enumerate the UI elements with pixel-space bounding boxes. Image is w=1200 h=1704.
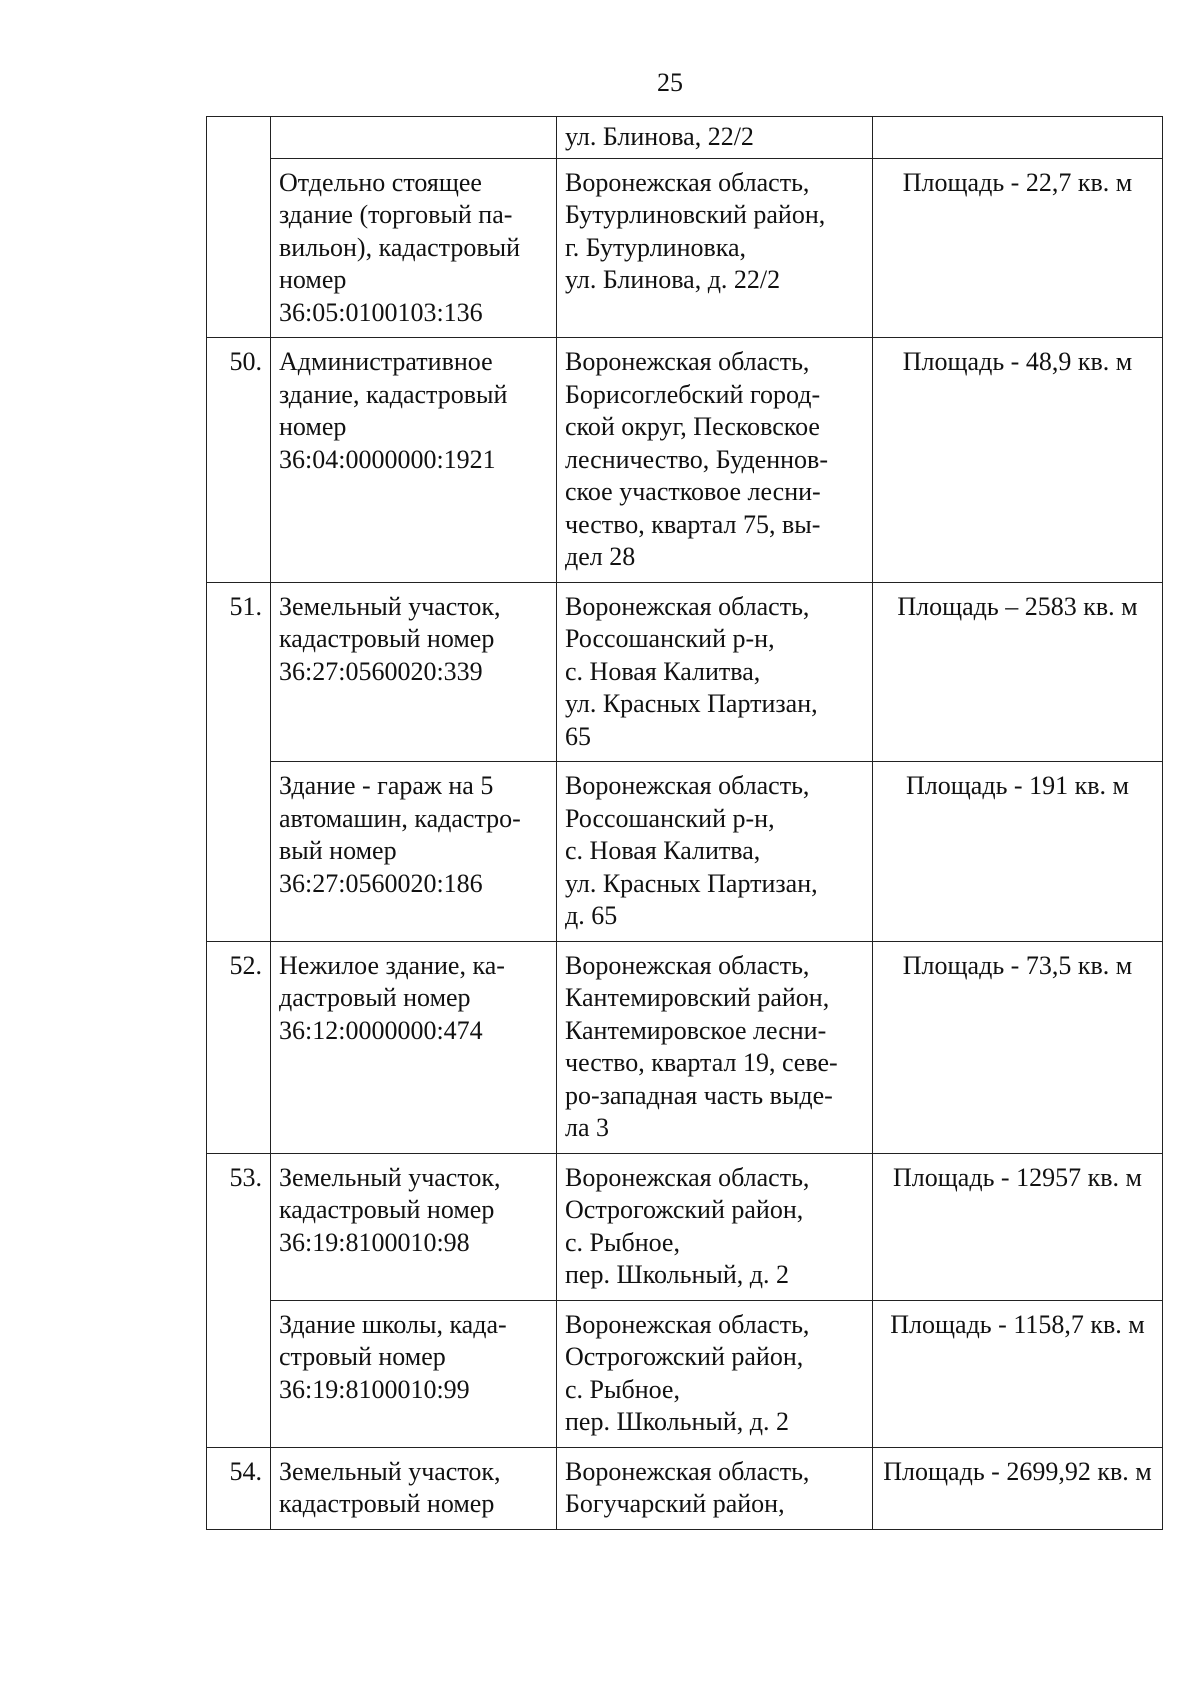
area-cell: Площадь - 48,9 кв. м xyxy=(873,338,1163,583)
object-name-cell: Отдельно стоящее здание (торговый па- вильон), кадастровый номер 36:05:0100103:136 xyxy=(271,158,557,338)
row-number-cell xyxy=(207,117,271,338)
object-name-cell: Земельный участок, кадастровый номер 36:27:0560020:339 xyxy=(271,582,557,762)
table-row xyxy=(207,1153,1163,1300)
address-cell: Воронежская область, Бутурлиновский район, г. Бутурлиновка, ул. Блинова, д. 22/2 xyxy=(557,158,873,338)
table-row xyxy=(207,762,1163,942)
property-table xyxy=(206,116,1163,1530)
area-cell: Площадь - 1158,7 кв. м xyxy=(873,1300,1163,1447)
area-cell: Площадь - 22,7 кв. м xyxy=(873,158,1163,338)
address-cell: Воронежская область, Борисоглебский город- ской округ, Песковское лесничество, Буденнов- ское участковое лесни- чество, квартал 75, вы- дел 28 xyxy=(557,338,873,583)
object-name-cell: Здание школы, када- стровый номер 36:19:8100010:99 xyxy=(271,1300,557,1447)
row-number-cell: 52. xyxy=(207,941,271,1153)
area-cell: Площадь - 2699,92 кв. м xyxy=(873,1447,1163,1529)
object-name-cell xyxy=(271,117,557,159)
address-cell: Воронежская область, Острогожский район, с. Рыбное, пер. Школьный, д. 2 xyxy=(557,1300,873,1447)
area-cell: Площадь – 2583 кв. м xyxy=(873,582,1163,762)
table-row xyxy=(207,1447,1163,1529)
object-name-cell: Нежилое здание, ка- дастровый номер 36:12:0000000:474 xyxy=(271,941,557,1153)
area-cell xyxy=(873,117,1163,159)
table-row xyxy=(207,1300,1163,1447)
area-cell: Площадь - 12957 кв. м xyxy=(873,1153,1163,1300)
object-name-cell: Земельный участок, кадастровый номер xyxy=(271,1447,557,1529)
address-cell: Воронежская область, Россошанский р-н, с. Новая Калитва, ул. Красных Партизан, 65 xyxy=(557,582,873,762)
table-row xyxy=(207,941,1163,1153)
address-cell: Воронежская область, Россошанский р-н, с. Новая Калитва, ул. Красных Партизан, д. 65 xyxy=(557,762,873,942)
address-cell: ул. Блинова, 22/2 xyxy=(557,117,873,159)
table-row xyxy=(207,158,1163,338)
area-cell: Площадь - 73,5 кв. м xyxy=(873,941,1163,1153)
page-number: 25 xyxy=(657,68,683,97)
address-cell: Воронежская область, Богучарский район, xyxy=(557,1447,873,1529)
address-cell: Воронежская область, Кантемировский район, Кантемировское лесни- чество, квартал 19, севе- ро-западная часть выде- ла 3 xyxy=(557,941,873,1153)
row-number-cell: 53. xyxy=(207,1153,271,1447)
object-name-cell: Административное здание, кадастровый номер 36:04:0000000:1921 xyxy=(271,338,557,583)
object-name-cell: Здание - гараж на 5 автомашин, кадастро- вый номер 36:27:0560020:186 xyxy=(271,762,557,942)
table-row xyxy=(207,117,1163,159)
row-number-cell: 54. xyxy=(207,1447,271,1529)
address-cell: Воронежская область, Острогожский район, с. Рыбное, пер. Школьный, д. 2 xyxy=(557,1153,873,1300)
object-name-cell: Земельный участок, кадастровый номер 36:19:8100010:98 xyxy=(271,1153,557,1300)
area-cell: Площадь - 191 кв. м xyxy=(873,762,1163,942)
table-row xyxy=(207,582,1163,762)
row-number-cell: 51. xyxy=(207,582,271,941)
table-row xyxy=(207,338,1163,583)
row-number-cell: 50. xyxy=(207,338,271,583)
